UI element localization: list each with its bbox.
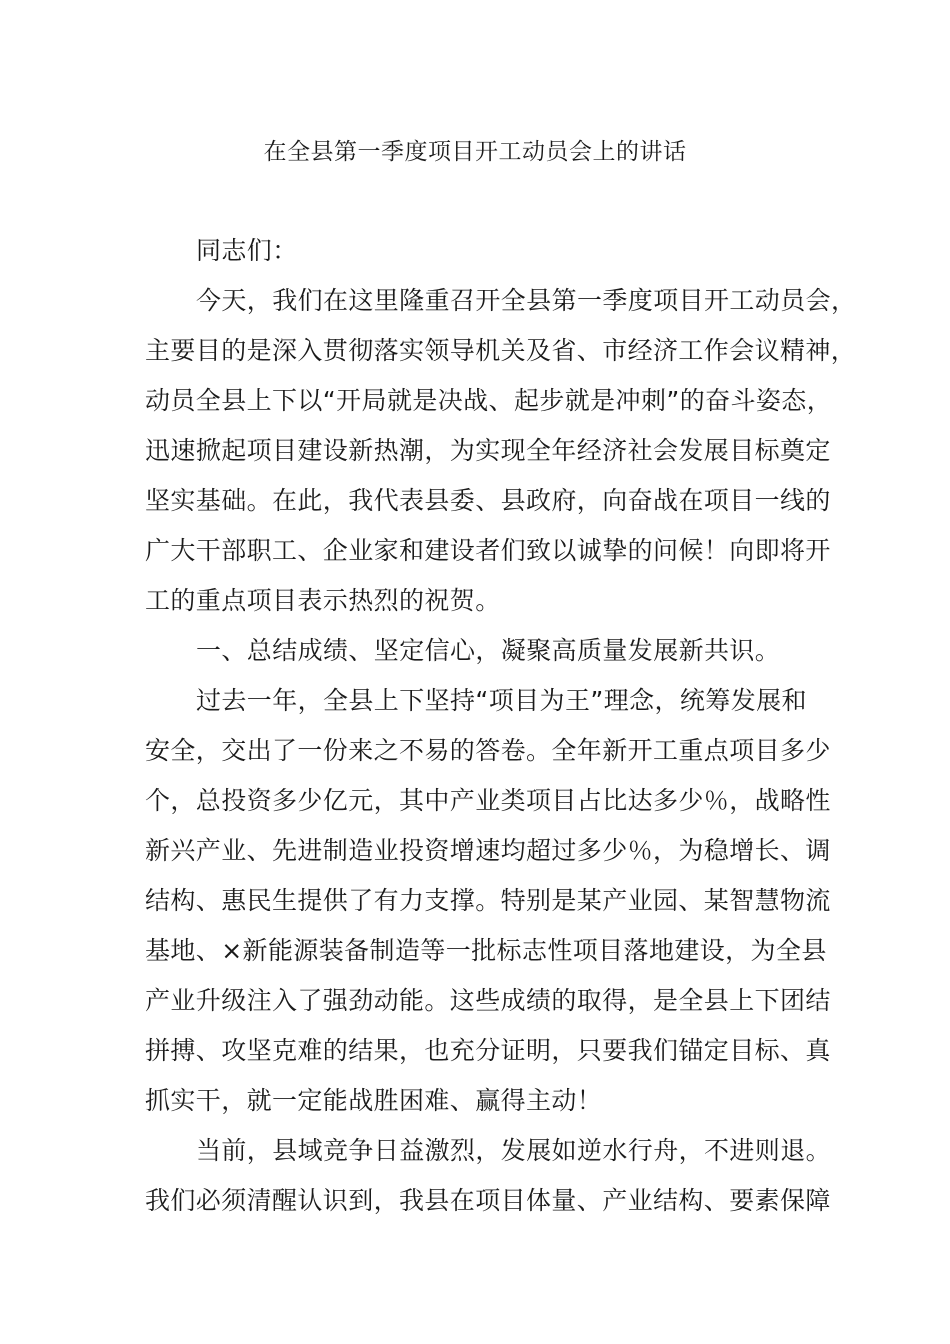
paragraph-line: 个，总投资多少亿元，其中产业类项目占比达多少％，战略性 — [145, 786, 831, 815]
paragraph-line: 抓实干，就一定能战胜困难、赢得主动！ — [145, 1086, 603, 1115]
paragraph-line: 过去一年，全县上下坚持“项目为王”理念，统筹发展和 — [196, 686, 807, 715]
paragraph-line: 新兴产业、先进制造业投资增速均超过多少％，为稳增长、调 — [145, 836, 831, 865]
paragraph-line: 工的重点项目表示热烈的祝贺。 — [145, 586, 501, 615]
section-heading: 一、总结成绩、坚定信心，凝聚高质量发展新共识。 — [196, 636, 781, 665]
paragraph-line: 拼搏、攻坚克难的结果，也充分证明，只要我们锚定目标、真 — [145, 1036, 831, 1065]
paragraph-line: 我们必须清醒认识到，我县在项目体量、产业结构、要素保障 — [145, 1186, 831, 1215]
paragraph-line: 主要目的是深入贯彻落实领导机关及省、市经济工作会议精神， — [145, 336, 857, 365]
paragraph-line: 广大干部职工、企业家和建设者们致以诚挚的问候！向即将开 — [145, 536, 831, 565]
paragraph-line: 迅速掀起项目建设新热潮，为实现全年经济社会发展目标奠定 — [145, 436, 831, 465]
paragraph-line: 安全，交出了一份来之不易的答卷。全年新开工重点项目多少 — [145, 736, 831, 765]
paragraph-line: 动员全县上下以“开局就是决战、起步就是冲刺”的奋斗姿态， — [145, 386, 833, 415]
paragraph-line: 当前，县域竞争日益激烈，发展如逆水行舟，不进则退。 — [196, 1136, 832, 1165]
document-title: 在全县第一季度项目开工动员会上的讲话 — [263, 139, 687, 165]
paragraph-line: 今天，我们在这里隆重召开全县第一季度项目开工动员会， — [196, 286, 857, 315]
paragraph-line: 结构、惠民生提供了有力支撑。特别是某产业园、某智慧物流 — [145, 886, 831, 915]
salutation: 同志们： — [196, 236, 298, 265]
paragraph-line: 坚实基础。在此，我代表县委、县政府，向奋战在项目一线的 — [145, 486, 831, 515]
paragraph-line: 产业升级注入了强劲动能。这些成绩的取得，是全县上下团结 — [145, 986, 831, 1015]
paragraph-line: 基地、×新能源装备制造等一批标志性项目落地建设，为全县 — [145, 936, 827, 965]
